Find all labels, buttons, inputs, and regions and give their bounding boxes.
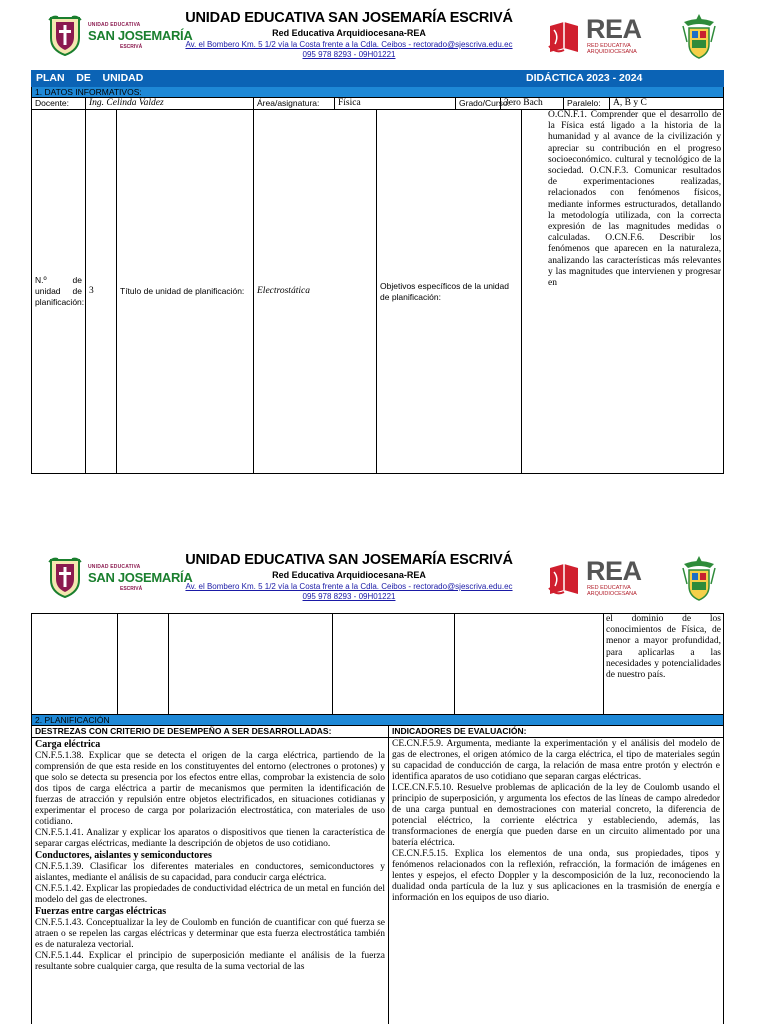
empty-cell — [455, 614, 604, 716]
destreza-heading: Carga eléctrica — [35, 739, 101, 750]
indicador-item: I.CE.CN.F.5.10. Resuelve problemas de aplicación de la ley de Coulomb usando el principio de superposición, y argumenta los efectos de las líneas de campo alrededor de una carga puntual en demostraciones con material concreto, la diferencia de potencial eléctrico, la corriente eléctrica y estableciendo, además, las transformaciones de energía que pueden darse en un circuito alimentado por una batería eléctrica. — [392, 783, 721, 848]
school-logo — [48, 14, 193, 58]
planificacion-table — [31, 714, 724, 1024]
logo-small-text: UNIDAD EDUCATIVA — [88, 564, 141, 570]
destrezas-header: DESTREZAS CON CRITERIO DE DESEMPEÑO A SER DESARROLLADAS: — [32, 726, 389, 738]
destreza-item: CN.F.5.1.44. Explicar el principio de superposición mediante el análisis de la fuerza resultante sobre cualquier carga, que resulta de la suma vectorial de las — [35, 951, 385, 972]
planificacion-headers — [32, 726, 724, 738]
header-phone-link[interactable]: 095 978 8293 - 09H01221 — [302, 592, 396, 601]
rea-logo-2 — [546, 558, 666, 600]
header-center-2 — [176, 552, 522, 601]
logo-name-text: SAN JOSEMARÍA — [88, 570, 193, 585]
header-address-link[interactable]: Av. el Bombero Km. 5 1/2 vía la Costa frente a la Cdla. Ceibos - rectorado@sjescriva.edu.ec — [185, 40, 513, 49]
datos-row — [32, 98, 724, 110]
indicadores-header: INDICADORES DE EVALUACIÓN: — [389, 726, 724, 738]
planificacion-body — [32, 738, 724, 1024]
indicador-item: CE.CN.F.5.9. Argumenta, mediante la experimentación y el análisis del modelo de gas de electrones, el origen atómico de la carga eléctrica, el tipo de materiales según su capacidad de conducción de carga, la relación de masa entre protón y electrón e identifica aparatos de uso cotidiano que separan cargas eléctricas. — [392, 739, 721, 782]
logo-escriva-text: ESCRIVÁ — [120, 44, 143, 50]
page-header — [0, 8, 768, 68]
docente-value: Ing. Celinda Valdez — [86, 98, 254, 110]
header-phone-link[interactable]: 095 978 8293 - 09H01221 — [302, 50, 396, 59]
archdiocese-crest-icon — [680, 12, 718, 60]
rea-word: REA — [586, 556, 642, 586]
page-header-2 — [0, 550, 768, 610]
school-crest-icon — [48, 14, 82, 56]
plan-title-bar — [32, 71, 724, 87]
unidad-label: N.º de unidad de planificación: — [32, 110, 86, 474]
rea-subtitle — [587, 585, 637, 597]
rea-logo — [546, 16, 666, 58]
archdiocese-crest-icon — [680, 554, 718, 602]
grado-value: 3ero Bach — [501, 98, 564, 110]
header-address-link[interactable]: Av. el Bombero Km. 5 1/2 vía la Costa frente a la Cdla. Ceibos - rectorado@sjescriva.edu.ec — [185, 582, 513, 591]
docente-label: Docente: — [32, 98, 86, 110]
empty-cell — [169, 614, 333, 716]
header-subtitle: Red Educativa Arquidiocesana-REA — [272, 28, 426, 38]
objetivos-text-continued: el dominio de los conocimientos de Física, de menor a mayor profundidad, para aplicarlas a las necesidades y potencialidades de nuestro país. — [604, 614, 724, 716]
destreza-heading: Conductores, aislantes y semiconductores — [35, 850, 212, 861]
plan-title-right: DIDÁCTICA 2023 - 2024 — [522, 71, 724, 87]
plan-table-page1 — [31, 70, 724, 474]
section2-band — [32, 715, 724, 726]
paralelo-value: A, B y C — [610, 98, 724, 110]
destreza-item: CN.F.5.1.42. Explicar las propiedades de conductividad eléctrica de un metal en función del modelo del gas de electrones. — [35, 884, 385, 905]
rea-sub-line2: ARQUIDIOCESANA — [587, 49, 637, 55]
objetivos-label: Objetivos específicos de la unidad de planificación: — [377, 110, 522, 474]
destreza-item: CN.F.5.1.41. Analizar y explicar los aparatos o dispositivos que tienen la característica de separar cargas eléctricas, mediante la descripción de objetos de uso cotidiano. — [35, 828, 385, 849]
rea-subtitle — [587, 43, 637, 55]
rea-book-icon — [546, 16, 582, 56]
header-title: UNIDAD EDUCATIVA SAN JOSEMARÍA ESCRIVÁ — [185, 552, 513, 568]
rea-sub-line2: ARQUIDIOCESANA — [587, 591, 637, 597]
destreza-heading: Fuerzas entre cargas eléctricas — [35, 906, 167, 917]
logo-small-text: UNIDAD EDUCATIVA — [88, 22, 141, 28]
rea-sub-line1: RED EDUCATIVA — [587, 585, 631, 591]
destreza-item: CN.F.5.1.38. Explicar que se detecta el origen de la carga eléctrica, partiendo de la comprensión de que esta reside en los constituyentes del entorno (electrones o protones) y que solo se detecta su presencia por los efectos entre ellas, comprobar la existencia de solo dos tipos de carga eléctrica a partir de mecanismos que permiten la identificación de fuerzas de atracción y repulsión entre objetos electrificados, en situaciones cotidianas y experimentar el proceso de carga por polarización electrostática, con materiales de uso cotidiano. — [35, 751, 385, 827]
destreza-item: CN.F.5.1.43. Conceptualizar la ley de Coulomb en función de cuantificar con qué fuerza se atraen o se repelen las cargas eléctricas y determinar que esta fuerza electrostática también es de naturaleza vectorial. — [35, 918, 385, 950]
rea-word: REA — [586, 14, 642, 44]
section1-label: 1. DATOS INFORMATIVOS: — [32, 87, 724, 98]
plan-table-page2 — [31, 613, 724, 716]
destreza-item: CN.F.5.1.39. Clasificar los diferentes materiales en conductores, semiconductores y aislantes, mediante el análisis de su capacidad, para conducir carga eléctrica. — [35, 862, 385, 883]
unidad-row — [32, 110, 724, 474]
rea-sub-line1: RED EDUCATIVA — [587, 43, 631, 49]
unidad-value: 3 — [86, 110, 117, 474]
school-logo-2 — [48, 556, 193, 600]
school-crest-icon — [48, 556, 82, 598]
empty-cell — [32, 614, 118, 716]
section1-band — [32, 87, 724, 98]
area-label: Área/asignatura: — [254, 98, 335, 110]
titulo-value: Electrostática — [254, 110, 377, 474]
grado-label: Grado/Curso: — [456, 98, 501, 110]
unidad-row-continued — [32, 614, 724, 716]
logo-name-text: SAN JOSEMARÍA — [88, 28, 193, 43]
section2-label: 2. PLANIFICACIÓN — [32, 715, 724, 726]
plan-title-left: PLAN DE UNIDAD — [32, 71, 522, 87]
empty-cell — [118, 614, 169, 716]
paralelo-label: Paralelo: — [564, 98, 610, 110]
header-center — [176, 10, 522, 59]
indicadores-cell — [389, 738, 724, 1024]
objetivos-text: O.CN.F.1. Comprender que el desarrollo de la Física está ligado a la historia de la humanidad y al avance de la civilización y apreciar su contribución en el progreso socioeconómico. cultural y tecnológico de la sociedad. O.CN.F.3. Comunicar resultados de experimentaciones realizadas, relacionados con fenómenos físicos, mediante informes estructurados, detallando la metodología utilizada, con la correcta expresión de las magnitudes medidas o calculadas. O.CN.F.6. Describir los fenómenos que aparecen en la naturaleza, analizando las características más relevantes y las magnitudes que intervienen y progresar en — [522, 110, 724, 474]
area-value: Física — [335, 98, 456, 110]
destrezas-cell — [32, 738, 389, 1024]
header-subtitle: Red Educativa Arquidiocesana-REA — [272, 570, 426, 580]
rea-book-icon — [546, 558, 582, 598]
titulo-label: Título de unidad de planificación: — [117, 110, 254, 474]
logo-escriva-text: ESCRIVÁ — [120, 586, 143, 592]
header-title: UNIDAD EDUCATIVA SAN JOSEMARÍA ESCRIVÁ — [185, 10, 513, 26]
empty-cell — [333, 614, 455, 716]
indicador-item: CE.CN.F.5.15. Explica los elementos de una onda, sus propiedades, tipos y fenómenos relacionados con la reflexión, refracción, la formación de imágenes en lentes y espejos, el efecto Doppler y la descomposición de la luz, reconociendo la dualidad onda partícula de la luz y sus aplicaciones en la trasmisión de energía e información en los equipos de uso diario. — [392, 849, 721, 903]
